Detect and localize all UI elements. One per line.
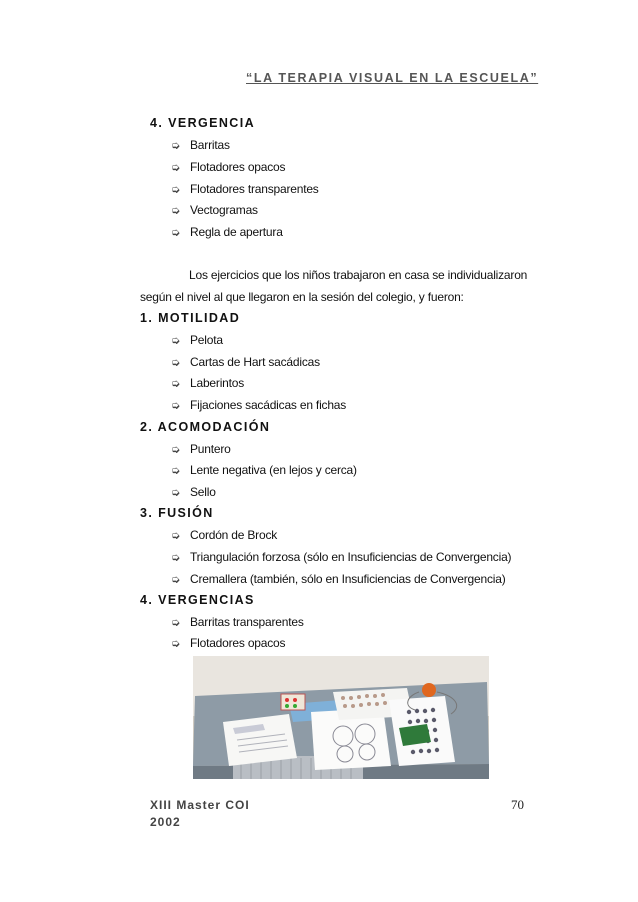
running-header: “LA TERAPIA VISUAL EN LA ESCUELA”: [246, 71, 539, 85]
arrow-bullet-icon: ➭: [171, 357, 181, 369]
arrow-bullet-icon: ➭: [171, 530, 181, 542]
list-item: ➭ Regla de apertura: [171, 225, 283, 239]
section-title-vergencia: 4. VERGENCIA: [150, 116, 256, 130]
arrow-bullet-icon: ➭: [171, 378, 181, 390]
list-item: ➭ Fijaciones sacádicas en fichas: [171, 398, 347, 412]
list-item: ➭ Lente negativa (en lejos y cerca): [171, 463, 357, 477]
arrow-bullet-icon: ➭: [171, 444, 181, 456]
list-item: ➭ Cartas de Hart sacádicas: [171, 355, 320, 369]
footer: [150, 797, 250, 831]
footer-year: 2002: [150, 815, 181, 829]
list-item: ➭ Cordón de Brock: [171, 528, 278, 542]
list-item: ➭ Sello: [171, 485, 216, 499]
arrow-bullet-icon: ➭: [171, 574, 181, 586]
list-item: ➭ Puntero: [171, 442, 231, 456]
section-title-acomodacion: 2. ACOMODACIÓN: [140, 420, 271, 434]
arrow-bullet-icon: ➭: [171, 227, 181, 239]
list-item: ➭ Triangulación forzosa (sólo en Insuficiencias de Convergencia): [171, 550, 512, 564]
arrow-bullet-icon: ➭: [171, 487, 181, 499]
list-item: ➭ Vectogramas: [171, 203, 258, 217]
list-item: ➭ Cremallera (también, sólo en Insuficiencias de Convergencia): [171, 572, 506, 586]
arrow-bullet-icon: ➭: [171, 465, 181, 477]
arrow-bullet-icon: ➭: [171, 184, 181, 196]
paragraph-line-2: según el nivel al que llegaron en la sesión del colegio, y fueron:: [140, 290, 464, 304]
arrow-bullet-icon: ➭: [171, 140, 181, 152]
list-item: ➭ Flotadores transparentes: [171, 182, 319, 196]
materials-photo: [193, 656, 489, 779]
photo-illustration: [193, 656, 489, 779]
arrow-bullet-icon: ➭: [171, 205, 181, 217]
page-number: 70: [511, 797, 524, 812]
list-item: ➭ Barritas: [171, 138, 230, 152]
arrow-bullet-icon: ➭: [171, 400, 181, 412]
arrow-bullet-icon: ➭: [171, 638, 181, 650]
arrow-bullet-icon: ➭: [171, 617, 181, 629]
paragraph-line-1: Los ejercicios que los niños trabajaron en casa se individualizaron: [189, 268, 528, 282]
arrow-bullet-icon: ➭: [171, 552, 181, 564]
list-item: ➭ Barritas transparentes: [171, 615, 304, 629]
list-item: ➭ Flotadores opacos: [171, 636, 286, 650]
list-item: ➭ Flotadores opacos: [171, 160, 286, 174]
section-title-vergencias: 4. VERGENCIAS: [140, 593, 255, 607]
section-title-motilidad: 1. MOTILIDAD: [140, 311, 241, 325]
footer-master-label: XIII Master COI: [150, 798, 250, 812]
section-title-fusion: 3. FUSIÓN: [140, 506, 214, 520]
arrow-bullet-icon: ➭: [171, 335, 181, 347]
list-item: ➭ Pelota: [171, 333, 223, 347]
arrow-bullet-icon: ➭: [171, 162, 181, 174]
list-item: ➭ Laberintos: [171, 376, 245, 390]
